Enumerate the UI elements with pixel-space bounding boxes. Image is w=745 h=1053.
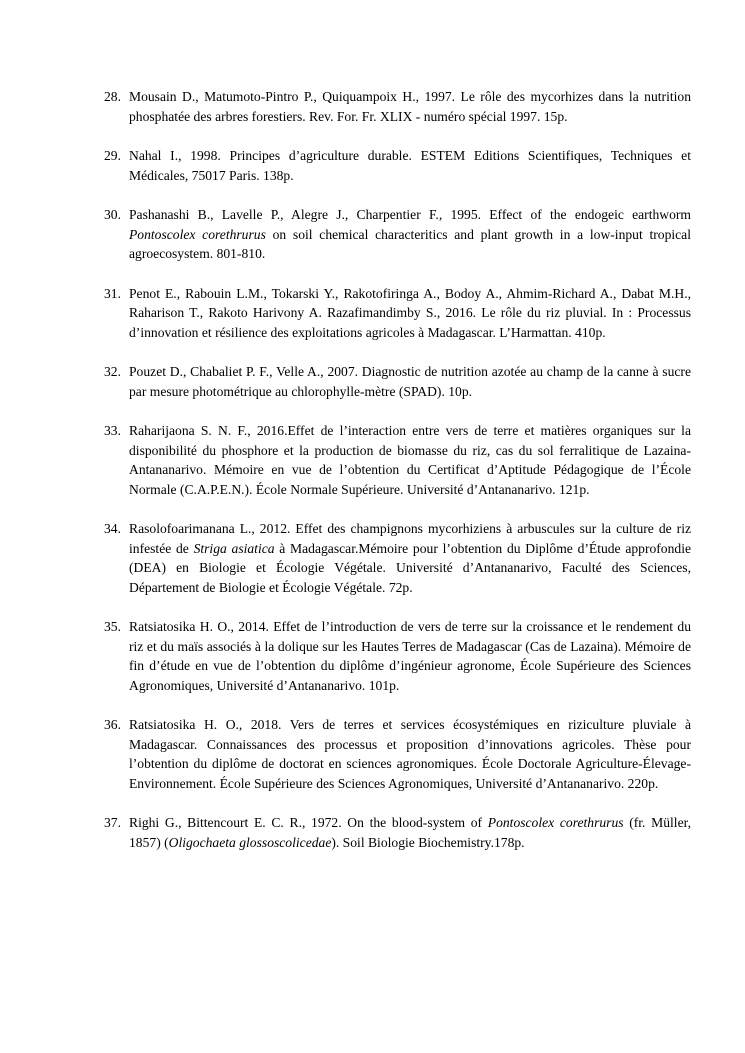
reference-item xyxy=(104,284,691,343)
reference-text-segment: (fr. Müller, 1857) ( xyxy=(129,815,691,850)
reference-text-segment: Righi G., Bittencourt E. C. R., 1972. On the blood-system of xyxy=(129,815,488,830)
reference-number: 30. xyxy=(104,207,121,222)
reference-number: 37. xyxy=(104,815,121,830)
reference-text xyxy=(129,421,691,499)
reference-text-segment: Pashanashi B., Lavelle P., Alegre J., Charpentier F., 1995. Effect of the endogeic earthworm xyxy=(129,207,691,222)
reference-text-segment: ). Soil Biologie Biochemistry.178p. xyxy=(331,834,525,850)
reference-text-segment: à Madagascar.Mémoire pour l’obtention du Diplôme d’Étude approfondie (DEA) en Biologie et Écologie Végétale. Université d’Antananarivo, Faculté des Sciences, Département de Biologie et Écologie Végétale. 72p. xyxy=(129,540,691,595)
reference-text-segment: on soil chemical characteritics and plant growth in a low-input tropical agroecosystem. 801-810. xyxy=(129,226,691,261)
reference-number: 35. xyxy=(104,619,121,634)
reference-text xyxy=(129,813,691,852)
reference-text-segment: Ratsiatosika H. O., 2018. Vers de terres et services écosystémiques en riziculture pluviale à Madagascar. Connaissances des processus et proposition d’innovations agricoles. Thèse pour l’obtention du diplôme de doctorat en sciences agronomiques. École Doctorale Agriculture-Élevage- Environnement. École Supérieure des Sciences Agronomiques, Université d’Antananarivo. 220p. xyxy=(129,717,691,791)
reference-text xyxy=(129,715,691,793)
reference-text xyxy=(129,519,691,597)
reference-text-segment: Raharijaona S. N. F., 2016.Effet de l’interaction entre vers de terre et matières organiques sur la disponibilité du phosphore et la production de biomasse du riz, cas du sol ferralitique de Lazaina-Antananarivo. Mémoire en vue de l’obtention du Certificat d’Aptitude Pédagogique de l’École Normale (C.A.P.E.N.). École Normale Supérieure. Université d’Antananarivo. 121p. xyxy=(129,423,691,497)
reference-number: 29. xyxy=(104,148,121,163)
reference-number: 32. xyxy=(104,364,121,379)
reference-text xyxy=(129,87,691,126)
reference-italic-text: Pontoscolex corethrurus xyxy=(129,226,266,242)
reference-text xyxy=(129,205,691,264)
reference-text xyxy=(129,284,691,343)
reference-number: 34. xyxy=(104,521,121,536)
reference-item xyxy=(104,362,691,401)
reference-text-segment: Mousain D., Matumoto-Pintro P., Quiquampoix H., 1997. Le rôle des mycorhizes dans la nutrition phosphatée des arbres forestiers. Rev. For. Fr. XLIX - numéro spécial 1997. 15p. xyxy=(129,89,691,124)
reference-italic-text: Pontoscolex corethrurus xyxy=(487,815,624,830)
reference-item xyxy=(104,87,691,126)
reference-item xyxy=(104,519,691,597)
reference-item xyxy=(104,617,691,695)
reference-number: 36. xyxy=(104,717,121,732)
reference-text-segment: Rasolofoarimanana L., 2012. Effet des champignons mycorhiziens à arbuscules sur la culture de riz infestée de xyxy=(129,521,691,556)
reference-number: 33. xyxy=(104,423,121,438)
reference-item xyxy=(104,715,691,793)
reference-text xyxy=(129,362,691,401)
reference-text-segment: Nahal I., 1998. Principes d’agriculture durable. ESTEM Editions Scientifiques, Techniques et Médicales, 75017 Paris. 138p. xyxy=(129,148,691,183)
reference-text-segment: Pouzet D., Chabaliet P. F., Velle A., 2007. Diagnostic de nutrition azotée au champ de la canne à sucre par mesure photométrique au chlorophylle-mètre (SPAD). 10p. xyxy=(129,364,691,399)
reference-item xyxy=(104,421,691,499)
reference-list xyxy=(104,87,691,872)
reference-text xyxy=(129,617,691,695)
reference-item xyxy=(104,146,691,185)
reference-text-segment: Penot E., Rabouin L.M., Tokarski Y., Rakotofiringa A., Bodoy A., Ahmim-Richard A., Dabat M.H., Raharison T., Rakoto Harivony A. Razafimandimby S., 2016. Le rôle du riz pluvial. In : Processus d’innovation et résilience des exploitations agricoles à Madagascar. L’Harmattan. 410p. xyxy=(129,285,691,340)
reference-text xyxy=(129,146,691,185)
reference-item xyxy=(104,205,691,264)
reference-item xyxy=(104,813,691,852)
reference-italic-text: Oligochaeta glossoscolicedae xyxy=(168,834,332,850)
reference-italic-text: Striga asiatica xyxy=(193,540,275,556)
reference-number: 28. xyxy=(104,89,121,104)
reference-text-segment: Ratsiatosika H. O., 2014. Effet de l’introduction de vers de terre sur la croissance et le rendement du riz et du maïs associés à la dolique sur les Hautes Terres de Madagascar (Cas de Lazaina). Mémoire de fin d’étude en vue de l’obtention du diplôme d’ingénieur agronome, École Supérieure des Sciences Agronomiques, Université d’Antananarivo. 101p. xyxy=(129,619,691,693)
reference-number: 31. xyxy=(104,285,121,301)
